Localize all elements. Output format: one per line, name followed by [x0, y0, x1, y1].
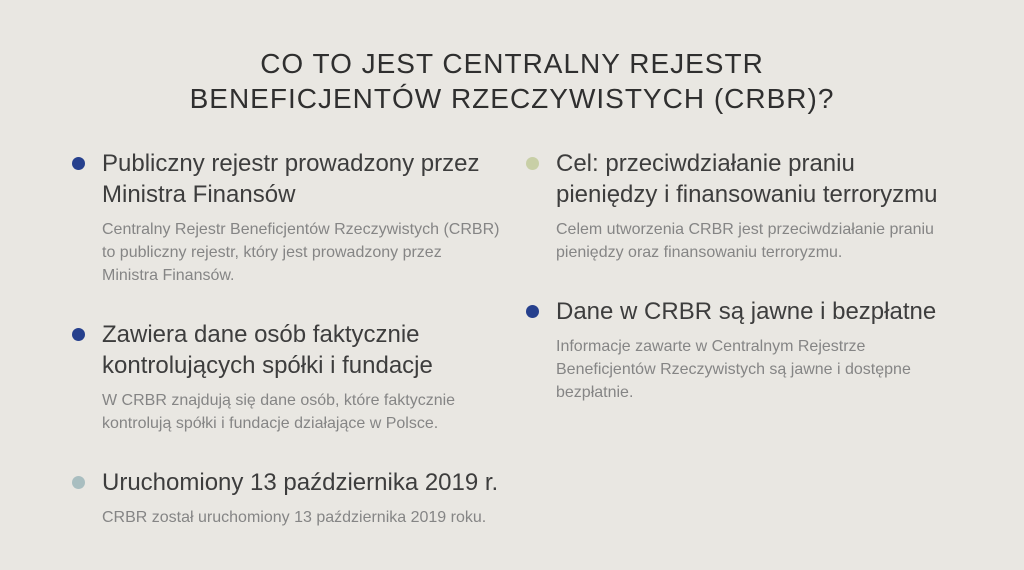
- bullet-item: [72, 319, 500, 435]
- bullet-item: [526, 148, 938, 264]
- bullet-heading: Publiczny rejestr prowadzony przez Ministra Finansów: [102, 150, 480, 208]
- bullet-texts: [102, 467, 500, 529]
- column-right: [526, 148, 938, 436]
- bullet-dot-icon: [526, 157, 539, 170]
- bullet-item: [526, 296, 938, 404]
- bullet-heading: Cel: przeciwdziałanie praniu pieniędzy i finansowaniu terroryzmu: [556, 150, 938, 208]
- bullet-body: Centralny Rejestr Beneficjentów Rzeczywistych (CRBR) to publiczny rejestr, który jest prowadzony przez Ministra Finansów.: [102, 221, 500, 284]
- bullet-dot-icon: [72, 157, 85, 170]
- bullet-body: W CRBR znajdują się dane osób, które faktycznie kontrolują spółki i fundacje działające w Polsce.: [102, 392, 456, 432]
- bullet-item: [72, 467, 500, 529]
- bullet-texts: [556, 296, 938, 404]
- page-title-line-2: BENEFICJENTÓW RZECZYWISTYCH (CRBR)?: [189, 82, 835, 114]
- bullet-body: Celem utworzenia CRBR jest przeciwdziałanie praniu pieniędzy oraz finansowaniu terroryzmu.: [556, 221, 934, 261]
- bullet-texts: [556, 148, 938, 264]
- bullet-body: Informacje zawarte w Centralnym Rejestrze Beneficjentów Rzeczywistych są jawne i dostępne bezpłatnie.: [556, 338, 911, 401]
- page-title-line-1: CO TO JEST CENTRALNY REJESTR: [260, 47, 764, 79]
- bullet-dot-icon: [526, 305, 539, 318]
- column-left: [72, 148, 500, 561]
- bullet-body: CRBR został uruchomiony 13 października 2019 roku.: [102, 509, 487, 526]
- bullet-heading: Dane w CRBR są jawne i bezpłatne: [556, 298, 937, 325]
- bullet-dot-icon: [72, 328, 85, 341]
- bullet-texts: [102, 148, 500, 287]
- bullet-item: [72, 148, 500, 287]
- bullet-heading: Zawiera dane osób faktycznie kontrolujących spółki i fundacje: [102, 321, 433, 379]
- bullet-dot-icon: [72, 476, 85, 489]
- bullet-texts: [102, 319, 500, 435]
- page-title: [0, 46, 1024, 116]
- bullet-heading: Uruchomiony 13 października 2019 r.: [102, 469, 499, 496]
